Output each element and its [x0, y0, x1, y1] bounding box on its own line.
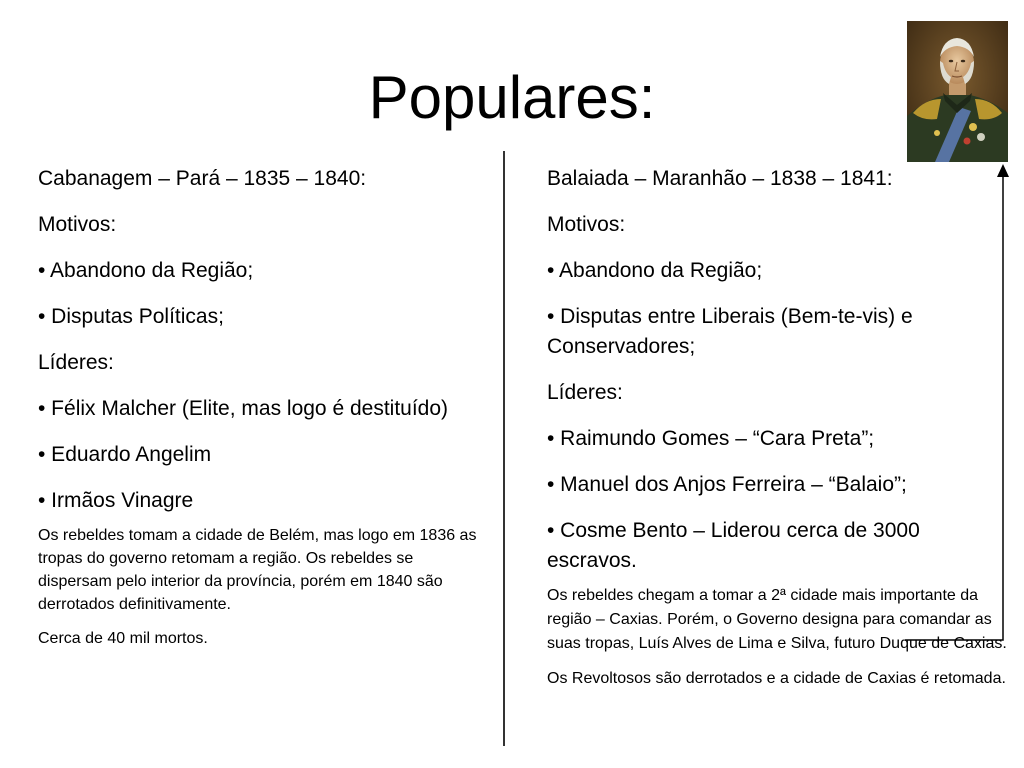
left-leader-item: • Eduardo Angelim — [38, 443, 212, 466]
portrait-icon — [907, 21, 1008, 162]
left-motive-item: • Disputas Políticas; — [38, 305, 224, 328]
right-heading: Balaiada – Maranhão – 1838 – 1841: — [547, 167, 893, 190]
right-note: Os rebeldes chegam a tomar a 2ª cidade mais importante da região – Caxias. Porém, o Governo designa para comandar as suas tropas, Luís Alves de Lima e Silva, futuro Duque de Caxias. — [547, 587, 1007, 652]
left-heading: Cabanagem – Pará – 1835 – 1840: — [38, 167, 367, 190]
right-leaders-label: Líderes: — [547, 381, 623, 404]
right-leader-item: • Raimundo Gomes – “Cara Preta”; — [547, 427, 875, 450]
left-motive-item: • Abandono da Região; — [38, 259, 254, 282]
right-motive-item: • Abandono da Região; — [547, 259, 763, 282]
left-note: Os rebeldes tomam a cidade de Belém, mas logo em 1836 as tropas do governo retomam a região. Os rebeldes se dispersam pelo interior da província, porém em 1840 são derrotados definitivamente. — [38, 527, 477, 613]
left-leader-item: • Irmãos Vinagre — [38, 489, 194, 512]
left-note: Cerca de 40 mil mortos. — [38, 630, 208, 647]
right-leader-item: • Cosme Bento – Liderou cerca de 3000 escravos. — [547, 519, 920, 572]
right-column — [547, 164, 1009, 702]
left-leaders-label: Líderes: — [38, 351, 114, 374]
portrait-image — [907, 21, 1008, 162]
right-leader-item: • Manuel dos Anjos Ferreira – “Balaio”; — [547, 473, 907, 496]
left-column — [38, 164, 488, 661]
column-divider — [503, 151, 505, 746]
right-motives-label: Motivos: — [547, 213, 626, 236]
left-motives-label: Motivos: — [38, 213, 117, 236]
slide-title: Populares: — [368, 64, 656, 131]
right-note: Os Revoltosos são derrotados e a cidade de Caxias é retomada. — [547, 670, 1006, 687]
left-leader-item: • Félix Malcher (Elite, mas logo é destituído) — [38, 397, 449, 420]
right-motive-item: • Disputas entre Liberais (Bem-te-vis) e Conservadores; — [547, 305, 913, 358]
